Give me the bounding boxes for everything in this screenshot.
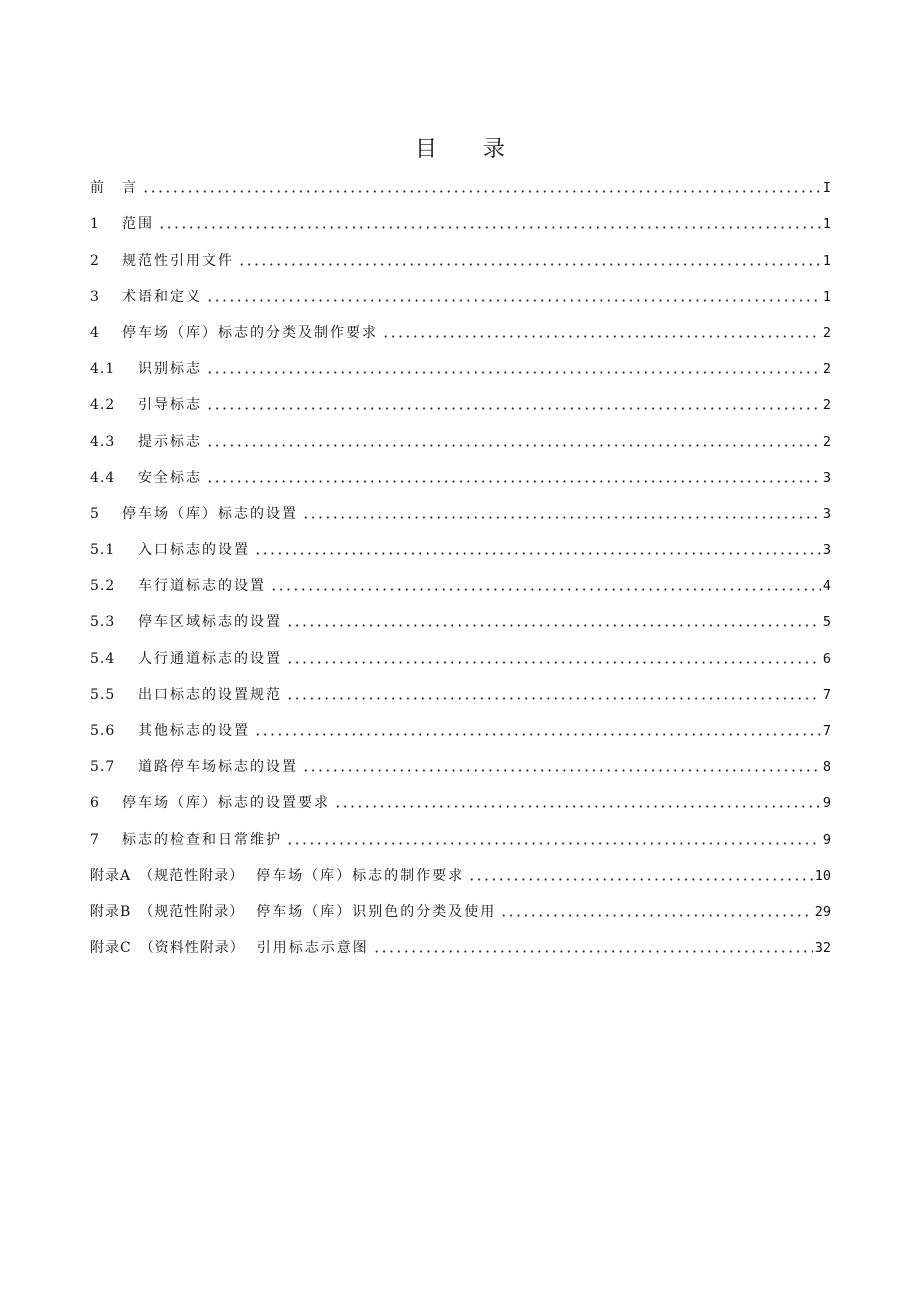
toc-entry-page-number: 4 [822, 578, 831, 595]
toc-entry[interactable] [90, 922, 831, 958]
toc-entry[interactable] [90, 488, 831, 524]
toc-dot-leader [286, 624, 821, 627]
toc-entry[interactable] [90, 198, 831, 234]
toc-entry-page-number: 2 [822, 433, 831, 450]
toc-dot-leader [468, 878, 813, 881]
toc-dot-leader [158, 226, 821, 229]
toc-entry-number: 3 [90, 288, 100, 305]
toc-entry-title: 停车场（库）标志的分类及制作要求 [122, 324, 378, 341]
toc-entry-title: 前 言 [90, 180, 138, 197]
toc-entry-page-number: 10 [814, 867, 831, 884]
toc-entry-page-number: 3 [822, 542, 831, 559]
toc-entry-title: 规范性引用文件 [122, 252, 234, 269]
toc-entry-number: 7 [90, 831, 100, 848]
toc-entry-title: 引导标志 [138, 397, 202, 414]
toc-entry-title: 提示标志 [138, 433, 202, 450]
toc-entry-number: 4.4 [90, 469, 116, 486]
toc-entry-title: 停车场（库）识别色的分类及使用 [256, 903, 497, 920]
toc-entry-number: 6 [90, 795, 100, 812]
toc-dot-leader [206, 407, 821, 410]
toc-entry-number: 5.6 [90, 723, 116, 739]
toc-entry-appendix-type: （资料性附录） [139, 940, 245, 957]
toc-entry-number: 5 [90, 505, 100, 522]
toc-entry-title: 人行通道标志的设置 [138, 650, 282, 667]
toc-entry-page-number: 9 [822, 795, 831, 812]
toc-entry[interactable] [90, 813, 831, 849]
toc-entry-number: 1 [90, 216, 100, 233]
toc-title-char-1: 目 [414, 136, 437, 162]
toc-entry-title: 其他标志的设置 [138, 723, 250, 739]
toc-dot-leader [142, 190, 821, 193]
toc-dot-leader [270, 588, 821, 591]
toc-title-char-2: 录 [483, 136, 506, 162]
toc-entry[interactable] [90, 162, 831, 198]
toc-entry-page-number: 8 [822, 759, 831, 776]
toc-entry[interactable] [90, 307, 831, 343]
toc-entry-number: 4.2 [90, 397, 116, 414]
toc-entry-title: 车行道标志的设置 [138, 578, 266, 595]
toc-entry-page-number: 6 [822, 650, 831, 667]
toc-entry-page-number: 29 [814, 903, 831, 920]
toc-dot-leader [286, 697, 821, 700]
toc-entry-number: 4.1 [90, 361, 116, 378]
toc-entry-appendix-type: （规范性附录） [139, 903, 245, 920]
toc-entry-title: 停车区域标志的设置 [138, 614, 282, 631]
toc-entry-title: 识别标志 [138, 361, 202, 378]
toc-entry-number: 附录C [90, 940, 132, 957]
toc-dot-leader [206, 299, 821, 302]
toc-entry-page-number: 1 [822, 288, 831, 305]
toc-entry-title: 道路停车场标志的设置 [138, 759, 298, 776]
toc-entry[interactable] [90, 886, 831, 922]
toc-dot-leader [500, 914, 812, 917]
toc-entry-page-number: 5 [822, 614, 831, 631]
toc-dot-leader [254, 552, 821, 555]
toc-entry-page-number: 7 [822, 723, 831, 739]
toc-entry[interactable] [90, 234, 831, 270]
toc-entry[interactable] [90, 632, 831, 668]
toc-dot-leader [302, 769, 821, 772]
toc-dot-leader [302, 516, 821, 519]
toc-entry-page-number: 1 [822, 252, 831, 269]
toc-entry[interactable] [90, 850, 831, 886]
toc-entry-number: 4 [90, 324, 100, 341]
toc-entry-number: 附录B [90, 903, 132, 920]
toc-entry[interactable] [90, 669, 831, 705]
toc-entry-number: 4.3 [90, 433, 116, 450]
toc-entry-title: 范围 [122, 216, 154, 233]
toc-entry-page-number: 7 [822, 686, 831, 703]
toc-dot-leader [286, 661, 821, 664]
toc-entry-title: 停车场（库）标志的制作要求 [256, 867, 465, 884]
toc-entry-number: 5.2 [90, 578, 116, 595]
toc-entry-number: 5.7 [90, 759, 116, 776]
toc-entry[interactable] [90, 560, 831, 596]
toc-entry[interactable] [90, 524, 831, 560]
toc-entry-title: 标志的检查和日常维护 [122, 831, 282, 848]
toc-entry[interactable] [90, 452, 831, 488]
toc-entry[interactable] [90, 741, 831, 777]
toc-entry-page-number: 2 [822, 397, 831, 414]
toc-entry-number: 2 [90, 252, 100, 269]
toc-entry-page-number: I [822, 180, 831, 197]
toc-entry-number: 5.5 [90, 686, 116, 703]
toc-entry-page-number: 2 [822, 361, 831, 378]
toc-list [90, 162, 831, 958]
toc-dot-leader [238, 263, 821, 266]
toc-entry-title: 停车场（库）标志的设置 [122, 505, 298, 522]
toc-entry-number: 5.1 [90, 542, 116, 559]
toc-dot-leader [373, 950, 813, 953]
toc-entry-number: 附录A [90, 867, 132, 884]
toc-dot-leader [334, 805, 821, 808]
toc-entry-page-number: 3 [822, 469, 831, 486]
toc-entry[interactable] [90, 777, 831, 813]
toc-entry[interactable] [90, 415, 831, 451]
toc-entry-page-number: 32 [814, 940, 831, 957]
toc-entry[interactable] [90, 379, 831, 415]
toc-entry-page-number: 1 [822, 216, 831, 233]
toc-dot-leader [206, 444, 821, 447]
toc-entry-number: 5.3 [90, 614, 116, 631]
toc-entry-title: 出口标志的设置规范 [138, 686, 282, 703]
toc-entry-title: 安全标志 [138, 469, 202, 486]
toc-entry-page-number: 2 [822, 324, 831, 341]
toc-entry-page-number: 3 [822, 505, 831, 522]
toc-dot-leader [382, 335, 821, 338]
toc-entry[interactable] [90, 343, 831, 379]
toc-entry[interactable] [90, 705, 831, 741]
toc-entry[interactable] [90, 271, 831, 307]
toc-entry-title: 引用标志示意图 [256, 940, 369, 957]
toc-entry-title: 入口标志的设置 [138, 542, 250, 559]
toc-entry[interactable] [90, 596, 831, 632]
toc-entry-title: 术语和定义 [122, 288, 202, 305]
toc-dot-leader [254, 733, 821, 736]
toc-entry-title: 停车场（库）标志的设置要求 [122, 795, 330, 812]
toc-dot-leader [206, 480, 821, 483]
toc-dot-leader [286, 842, 821, 845]
toc-entry-appendix-type: （规范性附录） [139, 867, 245, 884]
toc-entry-page-number: 9 [822, 831, 831, 848]
toc-dot-leader [206, 371, 821, 374]
toc-entry-number: 5.4 [90, 650, 116, 667]
